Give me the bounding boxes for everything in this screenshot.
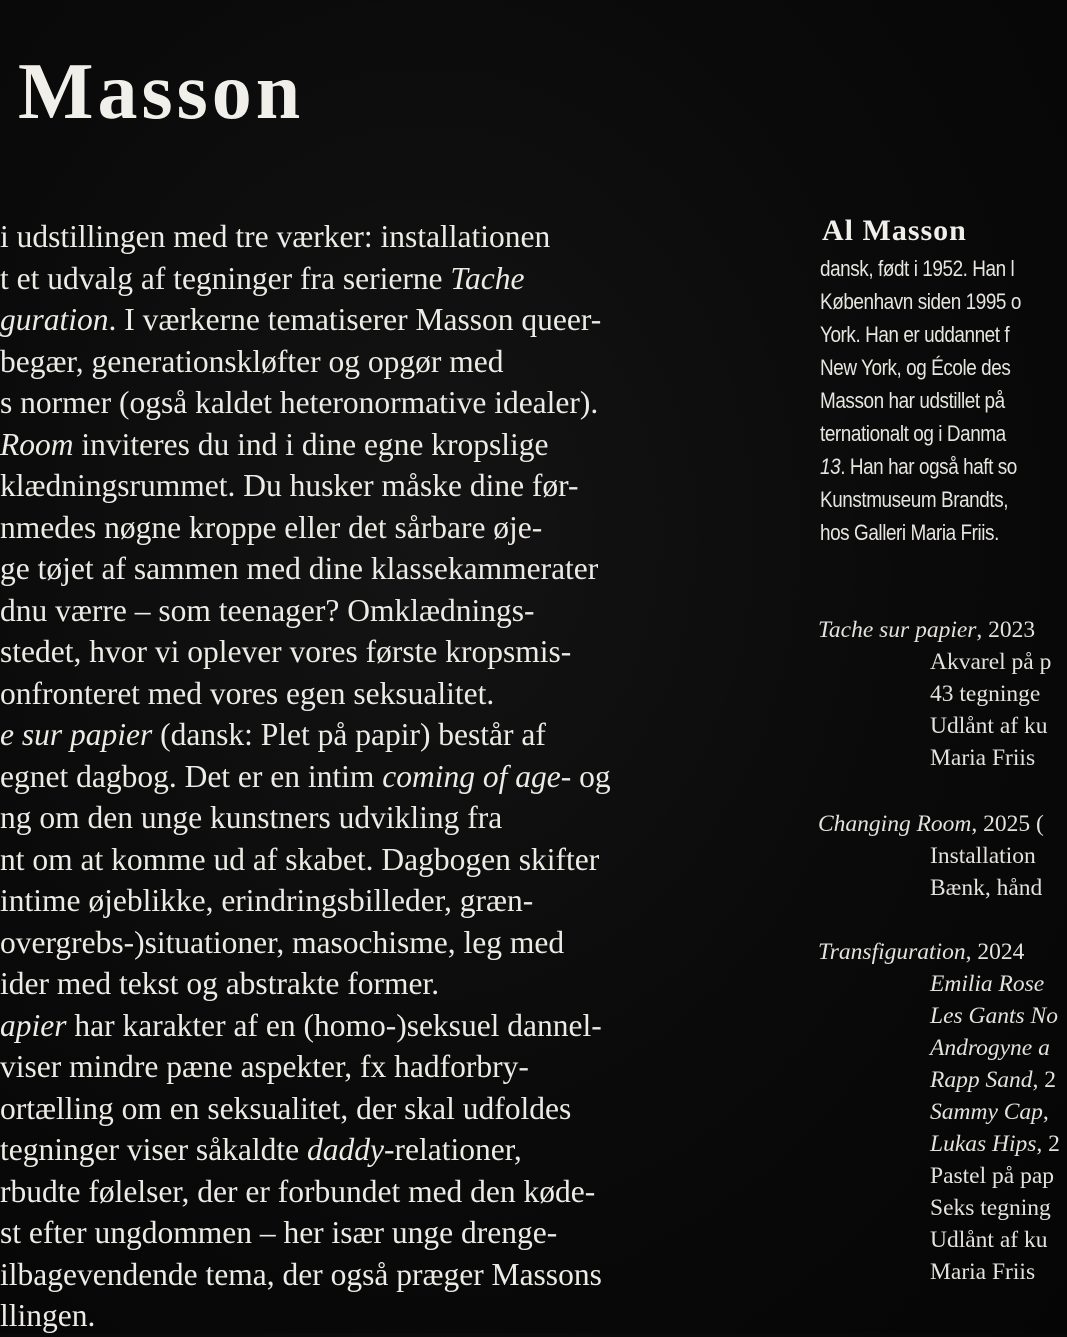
text-segment: Bænk, hånd — [930, 875, 1043, 901]
text-segment: Pastel på pap — [930, 1163, 1054, 1189]
bio-line — [820, 384, 1021, 417]
work-detail-line — [818, 1224, 1060, 1256]
text-segment: York. Han er uddannet f — [820, 322, 1010, 347]
body-text-line — [0, 714, 720, 756]
text-segment: klædningsrummet. Du husker måske dine før- — [0, 468, 579, 503]
text-segment: overgrebs-)situationer, masochisme, leg med — [0, 924, 565, 960]
body-text-line — [0, 963, 720, 1005]
text-segment: - og — [560, 758, 611, 794]
italic-text-segment: Rapp Sand — [930, 1067, 1033, 1093]
work-entry-changing-room — [818, 808, 1044, 904]
work-detail-line — [818, 1064, 1060, 1096]
text-segment: rbudte følelser, der er forbundet med den køde- — [0, 1173, 596, 1209]
text-segment: -relationer, — [384, 1132, 522, 1167]
text-segment: egnet dagbog. Det er en intim — [0, 758, 383, 794]
italic-text-segment: e sur papier — [0, 717, 153, 752]
body-text-line — [0, 631, 720, 673]
artist-name-heading: Al Masson — [822, 214, 967, 247]
text-segment: viser mindre pæne aspekter, fx hadforbry- — [0, 1049, 529, 1084]
text-segment: Akvarel på p — [930, 649, 1052, 675]
work-detail-line — [818, 678, 1051, 710]
text-segment: København siden 1995 o — [820, 289, 1021, 314]
text-segment: Maria Friis — [930, 745, 1036, 771]
body-text-line — [0, 839, 720, 881]
body-text-line — [0, 216, 720, 258]
body-text-line — [0, 590, 720, 632]
body-text-line — [0, 797, 720, 839]
italic-text-segment: Tache sur papier — [818, 617, 977, 643]
italic-text-segment: guration — [0, 302, 109, 337]
work-detail-line — [818, 1160, 1060, 1192]
body-text-line — [0, 922, 720, 964]
work-title-line — [818, 614, 1051, 646]
text-segment: Kunstmuseum Brandts, — [820, 487, 1009, 512]
body-text-line — [0, 465, 720, 507]
text-segment: tegninger viser såkaldte — [0, 1132, 308, 1167]
body-text-line — [0, 1005, 720, 1047]
body-text-line — [0, 424, 720, 466]
text-segment: ortælling om en seksualitet, der skal udfoldes — [0, 1090, 572, 1126]
body-text-line — [0, 1088, 720, 1130]
italic-text-segment: Tache — [450, 260, 525, 296]
body-text-line — [0, 382, 720, 424]
text-segment: 43 tegninge — [930, 681, 1041, 707]
text-segment: , 2023 — [976, 617, 1036, 643]
body-text-line — [0, 299, 720, 341]
text-segment: s normer (også kaldet heteronormative idealer). — [0, 385, 599, 420]
work-detail-line — [818, 1128, 1060, 1160]
work-detail-line — [818, 710, 1051, 742]
work-detail-line — [818, 1256, 1060, 1288]
work-detail-line — [818, 646, 1051, 678]
italic-text-segment: coming of age — [382, 758, 561, 794]
text-segment: t et udvalg af tegninger fra serierne — [0, 260, 451, 296]
text-segment: . Han har også haft so — [840, 454, 1017, 479]
bio-line — [820, 318, 1021, 351]
work-detail-line — [818, 872, 1044, 904]
bio-line — [820, 285, 1021, 318]
text-segment: ng om den unge kunstners udvikling fra — [0, 800, 503, 835]
body-text-line — [0, 548, 720, 590]
text-segment: Seks tegning — [930, 1195, 1051, 1221]
body-text-line — [0, 341, 720, 383]
bio-line — [820, 483, 1021, 516]
text-segment: Installation — [930, 843, 1036, 869]
body-text-line — [0, 1254, 720, 1296]
italic-text-segment: Sammy Cap — [930, 1099, 1043, 1125]
text-segment: stedet, hvor vi oplever vores første kropsmis- — [0, 634, 572, 669]
text-segment: i udstillingen med tre værker: installationen — [0, 219, 551, 254]
text-segment: ge tøjet af sammen med dine klassekammerater — [0, 551, 599, 586]
text-segment: Masson har udstillet på — [820, 388, 1005, 413]
text-segment: , 2024 — [965, 939, 1025, 965]
text-segment: Udlånt af ku — [930, 713, 1048, 739]
italic-text-segment: Emilia Rose — [930, 971, 1045, 997]
text-segment: hos Galleri Maria Friis. — [820, 520, 999, 545]
work-detail-line — [818, 1096, 1060, 1128]
body-text-line — [0, 1171, 720, 1213]
bio-line — [820, 516, 1021, 549]
text-segment: nt om at komme ud af skabet. Dagbogen skifter — [0, 841, 600, 877]
text-segment: onfronteret med vores egen seksualitet. — [0, 675, 495, 711]
text-segment: , 2 — [1036, 1131, 1060, 1157]
body-text-line — [0, 507, 720, 549]
italic-text-segment: apier — [0, 1007, 67, 1043]
text-segment: Maria Friis — [930, 1259, 1036, 1285]
text-segment: ternationalt og i Danma — [820, 421, 1006, 446]
text-segment: llingen. — [0, 1298, 96, 1333]
text-segment: ider med tekst og abstrakte former. — [0, 966, 440, 1001]
bio-line — [820, 252, 1021, 285]
work-detail-line — [818, 968, 1060, 1000]
text-segment: (dansk: Plet på papir) består af — [152, 717, 546, 752]
exhibition-title: Masson — [18, 48, 305, 136]
work-detail-line — [818, 1000, 1060, 1032]
italic-text-segment: Room — [0, 426, 74, 462]
work-detail-line — [818, 742, 1051, 774]
bio-line — [820, 351, 1021, 384]
bio-line — [820, 450, 1021, 483]
text-segment: begær, generationskløfter og opgør med — [0, 343, 504, 379]
body-text-line — [0, 756, 720, 798]
italic-text-segment: Changing Room — [818, 811, 972, 837]
italic-text-segment: Androgyne a — [930, 1035, 1050, 1061]
italic-text-segment: Les Gants No — [930, 1003, 1058, 1029]
text-segment: New York, og École des — [820, 355, 1011, 380]
text-segment: ilbagevendende tema, der også præger Massons — [0, 1256, 602, 1292]
work-entry-tache-sur-papier — [818, 614, 1051, 774]
body-text-line — [0, 880, 720, 922]
body-text-line — [0, 258, 720, 300]
text-segment: . I værkerne tematiserer Masson queer- — [108, 302, 602, 337]
text-segment: inviteres du ind i dine egne kropslige — [73, 426, 549, 462]
body-text-line — [0, 1212, 720, 1254]
text-segment: nmedes nøgne kroppe eller det sårbare øje- — [0, 509, 543, 545]
text-segment: dansk, født i 1952. Han l — [820, 256, 1015, 281]
work-detail-line — [818, 1032, 1060, 1064]
work-title-line — [818, 808, 1044, 840]
work-detail-line — [818, 840, 1044, 872]
italic-text-segment: 13 — [820, 454, 841, 479]
artist-biography — [820, 252, 1054, 549]
work-title-line — [818, 936, 1060, 968]
text-segment: , 2 — [1032, 1067, 1056, 1093]
italic-text-segment: Lukas Hips — [930, 1131, 1037, 1157]
text-segment: st efter ungdommen – her især unge drenge- — [0, 1215, 558, 1250]
body-text-line — [0, 1046, 720, 1088]
italic-text-segment: daddy — [307, 1132, 385, 1167]
italic-text-segment: Transfiguration — [818, 939, 966, 965]
bio-line — [820, 417, 1021, 450]
body-text-line — [0, 1295, 720, 1337]
body-text-line — [0, 673, 720, 715]
text-segment: intime øjeblikke, erindringsbilleder, græn- — [0, 883, 534, 918]
text-segment: Udlånt af ku — [930, 1227, 1048, 1253]
text-segment: , 2025 ( — [971, 811, 1044, 837]
exhibition-body-text — [0, 216, 720, 1337]
text-segment: dnu værre – som teenager? Omklædnings- — [0, 592, 535, 628]
text-segment: , — [1042, 1099, 1049, 1125]
work-detail-line — [818, 1192, 1060, 1224]
text-segment: har karakter af en (homo-)seksuel dannel- — [66, 1007, 602, 1043]
body-text-line — [0, 1129, 720, 1171]
work-entry-transfiguration — [818, 936, 1060, 1288]
